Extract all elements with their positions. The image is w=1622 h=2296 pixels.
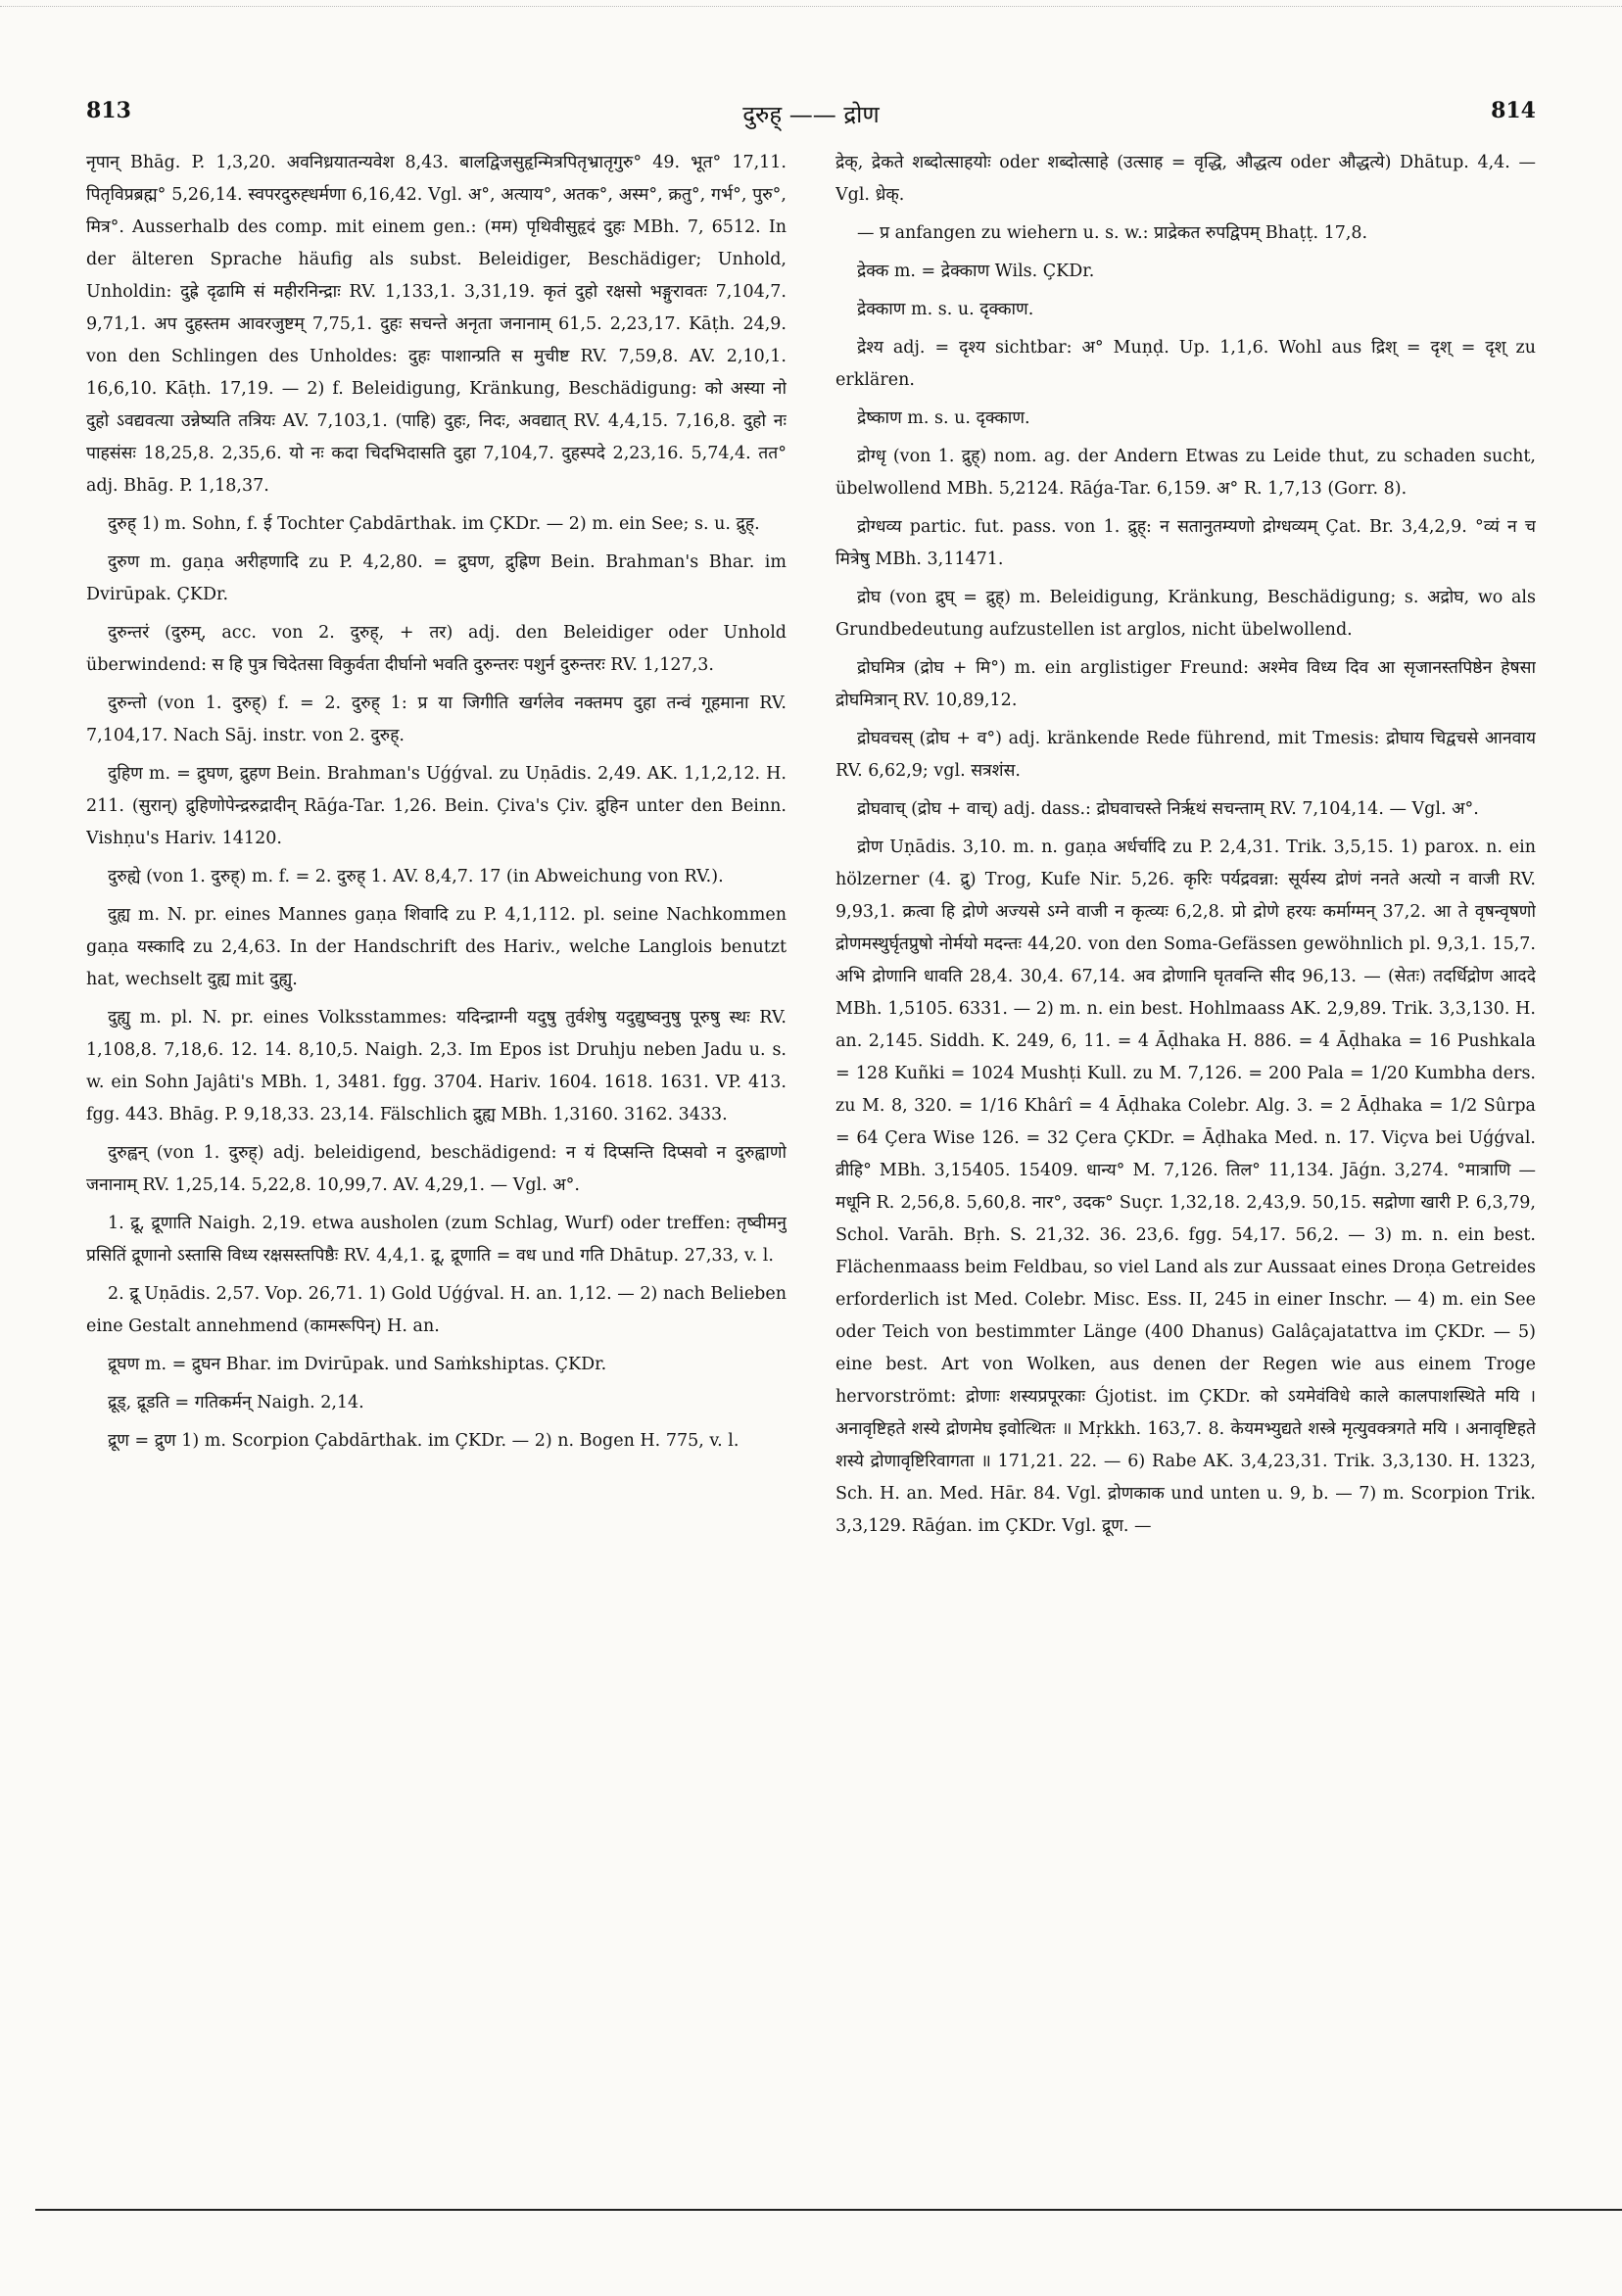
dictionary-entry: दुरुन्तरं (दुरुम्, acc. von 2. दुरुह्, + तर) adj. den Beleidiger oder Unhold überwindend: स हि पुत्र चिदेतसा विकुर्वता दीर्घानो भवति दुरुन्तरः पशुर्न दुरुन्तरः RV. 1,127,3. — [86, 623, 787, 675]
dictionary-entry: — प्र anfangen zu wiehern u. s. w.: प्राद्रेकत रुपद्विपम् Bhaṭṭ. 17,8. — [857, 223, 1368, 243]
dictionary-entry: द्रोघवचस् (द्रोघ + व°) adj. kränkende Rede führend, mit Tmesis: द्रोघाय चिद्वचसे आनवाय RV. 6,62,9; vgl. सत्रशंस. — [835, 729, 1536, 781]
dictionary-entry: 1. द्रू, द्रूणाति Naigh. 2,19. etwa ausholen (zum Schlag, Wurf) oder treffen: तृष्वीमनु प्रसितिं द्रूणानो ऽस्तासि विध्य रक्षसस्तपिष्ठैः RV. 4,4,1. द्रू, द्रूणाति = वध und गति Dhātup. 27,33, v. l. — [86, 1214, 787, 1266]
dictionary-entry: द्रोघमित्र (द्रोघ + मि°) m. ein arglistiger Freund: अश्मेव विध्य दिव आ सृजानस्तपिष्ठेन हेषसा द्रोघमित्रान् RV. 10,89,12. — [835, 658, 1536, 710]
running-head: दुरुह् —— द्रोण — [742, 101, 880, 128]
dictionary-entry: द्रेक्काण m. s. u. दृक्काण. — [857, 300, 1034, 319]
bottom-rule — [35, 2209, 1622, 2211]
dictionary-entry: दुरुह्ये (von 1. दुरुह्) m. f. = 2. दुरुह् 1. AV. 8,4,7. 17 (in Abweichung von RV.). — [108, 867, 724, 886]
left-column — [86, 147, 787, 2165]
dictionary-entry: द्रूड्, द्रूडति = गतिकर्मन् Naigh. 2,14. — [108, 1393, 364, 1412]
scan-edge — [0, 0, 1622, 7]
dictionary-entry: दुरुन्तो (von 1. दुरुह्) f. = 2. दुरुह् 1: प्र या जिगीति खर्गलेव नक्तमप दुहा तन्वं गूहमाना RV. 7,104,17. Nach Sāj. instr. von 2. दुरुह्. — [86, 694, 787, 745]
dictionary-entry: द्रोग्धृ (von 1. द्रुह्) nom. ag. der Andern Etwas zu Leide thut, zu schaden sucht, übelwollend MBh. 5,2124. Rāǵa-Tar. 6,159. अ° R. 1,7,13 (Gorr. 8). — [835, 447, 1536, 499]
dictionary-entry: द्रोघवाच् (द्रोघ + वाच्) adj. dass.: द्रोघवाचस्ते निर्ऋथं सचन्ताम् RV. 7,104,14. — Vgl. अ°. — [857, 799, 1479, 819]
dictionary-entry: दुह्यु m. pl. N. pr. eines Volksstammes: यदिन्द्राग्नी यदुषु तुर्वशेषु यदुद्युष्वनुषु पूरुषु स्थः RV. 1,108,8. 7,18,6. 12. 14. 8,10,5. Naigh. 2,3. Im Epos ist Druhju neben Jadu u. s. w. ein Sohn Jajâti's MBh. 1, 3481. fgg. 3704. Hariv. 1604. 1618. 1631. VP. 413. fgg. 443. Bhāg. P. 9,18,33. 23,14. Fälschlich द्रुह्य MBh. 1,3160. 3162. 3433. — [86, 1008, 787, 1124]
dictionary-entry: द्रोघ (von द्रुघ् = द्रुह्) m. Beleidigung, Kränkung, Beschädigung; s. अद्रोघ, wo als Grundbedeutung aufzustellen ist arglos, nicht übelwollend. — [835, 588, 1536, 640]
right-column — [835, 147, 1536, 2165]
dictionary-entry: दुह्य m. N. pr. eines Mannes gaṇa शिवादि zu P. 4,1,112. pl. seine Nachkommen gaṇa यस्कादि zu 2,4,63. In der Handschrift des Hariv., welche Langlois benutzt hat, wechselt दुह्य mit दुह्यु. — [86, 905, 787, 989]
dictionary-entry: द्रूण = द्रुण 1) m. Scorpion Çabdārthak. im ÇKDr. — 2) n. Bogen H. 775, v. l. — [108, 1431, 739, 1451]
page-number-left: 813 — [86, 98, 131, 123]
dictionary-entry: द्रेष्काण m. s. u. दृक्काण. — [857, 408, 1030, 428]
dictionary-entry: नृपान् Bhāg. P. 1,3,20. अवनिध्रयातन्यवेश 8,43. बालद्विजसुहृन्मित्रपितृभ्रातृगुरु° 49. भूत° 17,11. पितृविप्रब्रह्म° 5,26,14. स्वपरदुरुह्धर्मणा 6,16,42. Vgl. अ°, अत्याय°, अतक°, अस्म°, क्रतु°, गर्भ°, पुरु°, मित्र°. Ausserhalb des comp. mit einem gen.: (मम) पृथिवीसुहृदं दुहः MBh. 7, 6512. In der älteren Sprache häufig als subst. Beleidiger, Beschädiger; Unhold, Unholdin: दुह्रे दृढामि सं महीरनिन्द्राः RV. 1,133,1. 3,31,19. कृतं दुहो रक्षसो भङ्गुरावतः 7,104,7. 9,71,1. अप दुहस्तम आवरजुष्टम् 7,75,1. दुहः सचन्ते अनृता जनानाम् 61,5. 2,23,17. Kāṭh. 24,9. von den Schlingen des Unholdes: दुहः पाशान्प्रति स मुचीष्ट RV. 7,59,8. AV. 2,10,1. 16,6,10. Kāṭh. 17,19. — 2) f. Beleidigung, Kränkung, Beschädigung: को अस्या नो दुहो ऽवद्यवत्या उन्नेष्यति तत्रियः AV. 7,103,1. (पाहि) दुहः, निदः, अवद्यात् RV. 4,4,15. 7,16,8. दुहो नः पाहसंसः 18,25,8. 2,35,6. यो नः कदा चिदभिदासति दुहा 7,104,7. दुहस्पदे 2,23,16. 5,74,4. तत° adj. Bhāg. P. 1,18,37. — [86, 153, 787, 496]
page-number-right: 814 — [1491, 98, 1536, 123]
dictionary-entry: दुहिण m. = द्रुघण, द्रुहण Bein. Brahman's Uǵǵval. zu Uṇādis. 2,49. AK. 1,1,2,12. H. 211. (सुरान्) द्रुहिणोपेन्द्ररुद्रादीन् Rāǵa-Tar. 1,26. Bein. Çiva's Çiv. द्रुहिन unter den Beinn. Vishṇu's Hariv. 14120. — [86, 764, 787, 848]
page-header — [86, 98, 1536, 137]
dictionary-entry: 2. द्रू Uṇādis. 2,57. Vop. 26,71. 1) Gold Uǵǵval. H. an. 1,12. — 2) nach Belieben eine Gestalt annehmend (कामरूपिन्) H. an. — [86, 1284, 787, 1336]
dictionary-entry: द्रूघण m. = द्रुघन Bhar. im Dvirūpak. und Saṁkshiptas. ÇKDr. — [108, 1355, 607, 1374]
dictionary-entry: दुरुण m. gaṇa अरीहणादि zu P. 4,2,80. = द्रुघण, द्रुह्रिण Bein. Brahman's Bhar. im Dvirūpak. ÇKDr. — [86, 552, 787, 604]
dictionary-entry: द्रोण Uṇādis. 3,10. m. n. gaṇa अर्धर्चादि zu P. 2,4,31. Trik. 3,5,15. 1) parox. n. ein hölzerner (4. द्रु) Trog, Kufe Nir. 5,26. कृरिः पर्यद्रवन्ना: सूर्यस्य द्रोणं ननते अत्यो न वाजी RV. 9,93,1. क्रत्वा हि द्रोणे अज्यसे ऽग्ने वाजी न कृत्व्यः 6,2,8. प्रो द्रोणे हरयः कर्माग्मन् 37,2. आ ते वृषन्वृषणो द्रोणमस्थुर्घृतप्रुषो नोर्मयो मदन्तः 44,20. von den Soma-Gefässen gewöhnlich pl. 9,3,1. 15,7. अभि द्रोणानि धावति 28,4. 30,4. 67,14. अव द्रोणानि घृतवन्ति सीद 96,13. — (सेतः) तदर्धिद्रोण आददे MBh. 1,5105. 6331. — 2) m. n. ein best. Hohlmaass AK. 2,9,89. Trik. 3,3,130. H. an. 2,145. Siddh. K. 249, 6, 11. = 4 Āḍhaka H. 886. = 4 Āḍhaka = 16 Pushkala = 128 Kuñki = 1024 Mushṭi Kull. zu M. 7,126. = 200 Pala = 1/20 Kumbha ders. zu M. 8, 320. = 1/16 Khârî = 4 Āḍhaka Colebr. Alg. 3. = 2 Āḍhaka = 1/2 Sûrpa = 64 Çera Wise 126. = 32 Çera ÇKDr. = Āḍhaka Med. n. 17. Viçva bei Uǵǵval. व्रीहि° MBh. 3,15405. 15409. धान्य° M. 7,126. तिल° 11,134. Jāǵn. 3,274. °मात्राणि — मधूनि R. 2,56,8. 5,60,8. नार°, उदक° Suçr. 1,32,18. 2,43,9. 50,15. सद्रोणा खारी P. 6,3,79, Schol. Varāh. Bṛh. S. 21,32. 36. 23,6. fgg. 54,17. 56,2. — 3) m. n. ein best. Flächenmaass beim Feldbau, so viel Land als zur Aussaat eines Droṇa Getreides erforderlich ist Med. Colebr. Misc. Ess. II, 245 in einer Inschr. — 4) m. ein See oder Teich von bestimmter Länge (400 Dhanus) Galâçajatattva im ÇKDr. — 5) eine best. Art von Wolken, aus denen der Regen wie aus einem Troge hervorströmt: द्रोणाः शस्यप्रपूरकाः Ǵjotist. im ÇKDr. को ऽयमेवंविधे काले कालपाशस्थिते मयि । अनावृष्टिहते शस्ये द्रोणमेघ इवोत्थितः ॥ Mṛkkh. 163,7. 8. केयमभ्युद्यते शस्त्रे मृत्युवक्त्रगते मयि । अनावृष्टिहते शस्ये द्रोणावृष्टिरिवागता ॥ 171,21. 22. — 6) Rabe AK. 3,4,23,31. Trik. 3,3,130. H. 1323, Sch. H. an. Med. Hār. 84. Vgl. द्रोणकाक und unten u. 9, b. — 7) m. Scorpion Trik. 3,3,129. Rāǵan. im ÇKDr. Vgl. द्रूण. — — [835, 837, 1536, 1536]
dictionary-entry: द्रेश्य adj. = दृश्य sichtbar: अ° Muṇḍ. Up. 1,1,6. Wohl aus द्रिश् = दृश् = दृश् zu erklären. — [835, 338, 1536, 390]
dictionary-entry: द्रोग्धव्य partic. fut. pass. von 1. द्रुह्: न सतानुतम्यणो द्रोग्धव्यम् Çat. Br. 3,4,2,9. °व्यं न च मित्रेषु MBh. 3,11471. — [835, 517, 1536, 569]
dictionary-entry: दुरुह्वन् (von 1. दुरुह्) adj. beleidigend, beschädigend: न यं दिप्सन्ति दिप्सवो न दुरुह्वाणो जनानाम् RV. 1,25,14. 5,22,8. 10,99,7. AV. 4,29,1. — Vgl. अ°. — [86, 1143, 787, 1195]
dictionary-entry: द्रेक्, द्रेकते शब्दोत्साहयोः oder शब्दोत्साहे (उत्साह = वृद्धि, औद्धत्य oder औद्धत्ये) Dhātup. 4,4. — Vgl. ध्रेक्. — [835, 153, 1536, 205]
dictionary-entry: दुरुह् 1) m. Sohn, f. ई Tochter Çabdārthak. im ÇKDr. — 2) m. ein See; s. u. द्रुह्. — [108, 514, 760, 534]
dictionary-entry: द्रेक्क m. = द्रेक्काण Wils. ÇKDr. — [857, 262, 1095, 281]
